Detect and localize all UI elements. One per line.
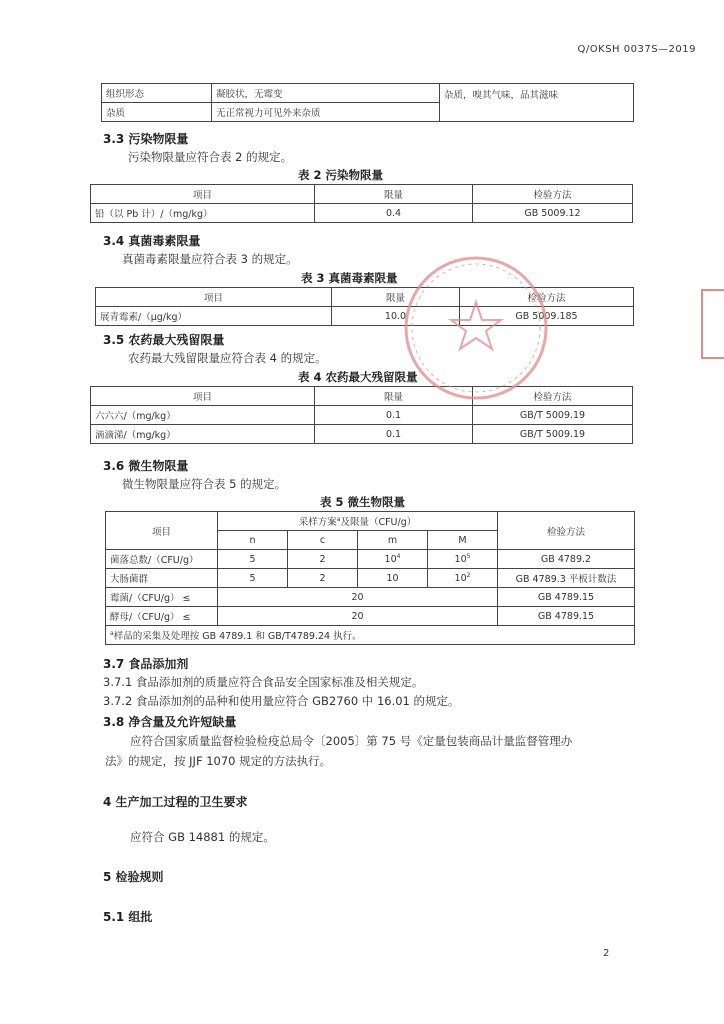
table-cell: 菌落总数/（CFU/g） [106, 550, 218, 569]
table-row [91, 425, 633, 444]
table-note-row [106, 626, 635, 645]
column-header: 检验方法 [473, 185, 633, 204]
table-row [96, 307, 634, 326]
table-cell: 20 [218, 588, 498, 607]
column-header: 项目 [91, 185, 315, 204]
paragraph: 应符合 GB 14881 的规定。 [130, 830, 275, 844]
section-heading: 4 生产加工过程的卫生要求 [103, 795, 248, 809]
table-cell: 组织形态 [102, 84, 212, 103]
table-cell: GB/T 5009.19 [473, 406, 633, 425]
table-cell: 0.1 [315, 425, 473, 444]
paragraph: 微生物限量应符合表 5 的规定。 [122, 477, 287, 491]
section-heading: 3.4 真菌毒素限量 [103, 234, 201, 248]
table-cell: 20 [218, 607, 498, 626]
table-cell: 5 [218, 569, 288, 588]
table-cell: GB 4789.2 [498, 550, 635, 569]
table-header-row [96, 288, 634, 307]
table-header-row [106, 512, 635, 531]
table-cell: GB 4789.15 [498, 588, 635, 607]
column-header: 项目 [91, 387, 315, 406]
section-heading: 3.6 微生物限量 [103, 459, 189, 473]
column-header: 限量 [315, 185, 473, 204]
column-header [218, 512, 498, 531]
column-header: c [288, 531, 358, 550]
table-row [91, 204, 633, 223]
paragraph: 真菌毒素限量应符合表 3 的规定。 [122, 252, 298, 266]
table-cell: 展青霉素/（μg/kg） [96, 307, 332, 326]
table-caption: 表 3 真菌毒素限量 [301, 271, 398, 285]
table-cell: GB 4789.3 平板计数法 [498, 569, 635, 588]
cell-value: 10 [384, 554, 397, 566]
section-heading: 3.3 污染物限量 [103, 132, 189, 146]
company-seal [400, 252, 552, 404]
table-cell: 无正常视力可见外来杂质 [212, 103, 440, 122]
table-caption: 表 2 污染物限量 [298, 168, 384, 182]
column-header: m [358, 531, 428, 550]
table-cell: GB 5009.185 [460, 307, 634, 326]
paragraph: 应符合国家质量监督检验检疫总局令〔2005〕第 75 号《定量包装商品计量监督管理办 [130, 734, 573, 748]
table-cell: GB/T 5009.19 [473, 425, 633, 444]
paragraph: 3.7.2 食品添加剂的品种和使用量应符合 GB2760 中 16.01 的规定。 [103, 694, 460, 708]
mycotoxin-table [95, 287, 634, 326]
table-caption: 表 4 农药最大残留限量 [298, 370, 418, 384]
exponent: 5 [466, 552, 471, 560]
table-cell: 铅（以 Pb 计）/（mg/kg） [91, 204, 315, 223]
section-heading: 3.7 食品添加剂 [103, 657, 189, 671]
section-heading: 5.1 组批 [103, 910, 153, 924]
paragraph: 污染物限量应符合表 2 的规定。 [128, 150, 293, 164]
table-row [106, 607, 635, 626]
table-cell: 2 [288, 550, 358, 569]
column-header: 检验方法 [473, 387, 633, 406]
contaminant-table [90, 184, 633, 223]
table-cell: 凝胶状，无霉变 [212, 84, 440, 103]
column-header: 限量 [332, 288, 460, 307]
section-heading: 3.5 农药最大残留限量 [103, 333, 225, 347]
table-row [102, 84, 634, 103]
column-header: 检验方法 [460, 288, 634, 307]
table-cell: 10.0 [332, 307, 460, 326]
paragraph: 3.7.1 食品添加剂的质量应符合食品安全国家标准及相关规定。 [103, 675, 424, 689]
table-cell: 2 [288, 569, 358, 588]
microbial-table [105, 511, 635, 645]
page-number: 2 [603, 948, 610, 959]
header-text: 及限量（CFU/g） [340, 517, 417, 528]
table-cell: 滴滴涕/（mg/kg） [91, 425, 315, 444]
column-header: n [218, 531, 288, 550]
document-code: Q/OKSH 0037S—2019 [577, 44, 696, 55]
footnote-mark: a [110, 629, 114, 637]
column-header: 项目 [96, 288, 332, 307]
table-cell: 酵母/（CFU/g） ≤ [106, 607, 218, 626]
cell-value: 10 [454, 573, 467, 585]
column-header: M [428, 531, 498, 550]
section-heading: 3.8 净含量及允许短缺量 [103, 715, 237, 729]
table-cell [428, 550, 498, 569]
table-row [106, 588, 635, 607]
header-text: 采样方案 [298, 517, 337, 528]
table-row [91, 406, 633, 425]
column-header: 项目 [106, 512, 218, 550]
table-cell: 0.1 [315, 406, 473, 425]
edge-seal-fragment [700, 288, 724, 360]
table-cell: 大肠菌群 [106, 569, 218, 588]
exponent: 2 [466, 571, 471, 579]
table-cell [428, 569, 498, 588]
table-cell [358, 550, 428, 569]
sensory-table [101, 83, 634, 122]
table-cell: 杂质 [102, 103, 212, 122]
column-header: 限量 [315, 387, 473, 406]
table-row [106, 569, 635, 588]
table-header-row [91, 185, 633, 204]
paragraph: 法》的规定，按 JJF 1070 规定的方法执行。 [105, 754, 332, 768]
table-row [106, 550, 635, 569]
paragraph: 农药最大残留限量应符合表 4 的规定。 [128, 351, 327, 365]
table-cell: 5 [218, 550, 288, 569]
section-heading: 5 检验规则 [103, 870, 164, 884]
note-text: 样品的采集及处理按 GB 4789.1 和 GB/T4789.24 执行。 [113, 631, 362, 642]
table-note [106, 626, 635, 645]
table-cell: GB 5009.12 [473, 204, 633, 223]
column-header: 检验方法 [498, 512, 635, 550]
table-cell: 10 [358, 569, 428, 588]
table-cell: 六六六/（mg/kg） [91, 406, 315, 425]
cell-value: 10 [454, 554, 467, 566]
exponent: 4 [396, 552, 401, 560]
table-cell: 0.4 [315, 204, 473, 223]
table-caption: 表 5 微生物限量 [320, 495, 406, 509]
table-cell: 杂质，嗅其气味，品其滋味 [440, 84, 634, 122]
table-cell: 霉菌/（CFU/g） ≤ [106, 588, 218, 607]
table-cell: GB 4789.15 [498, 607, 635, 626]
footnote-mark: a [336, 515, 341, 523]
